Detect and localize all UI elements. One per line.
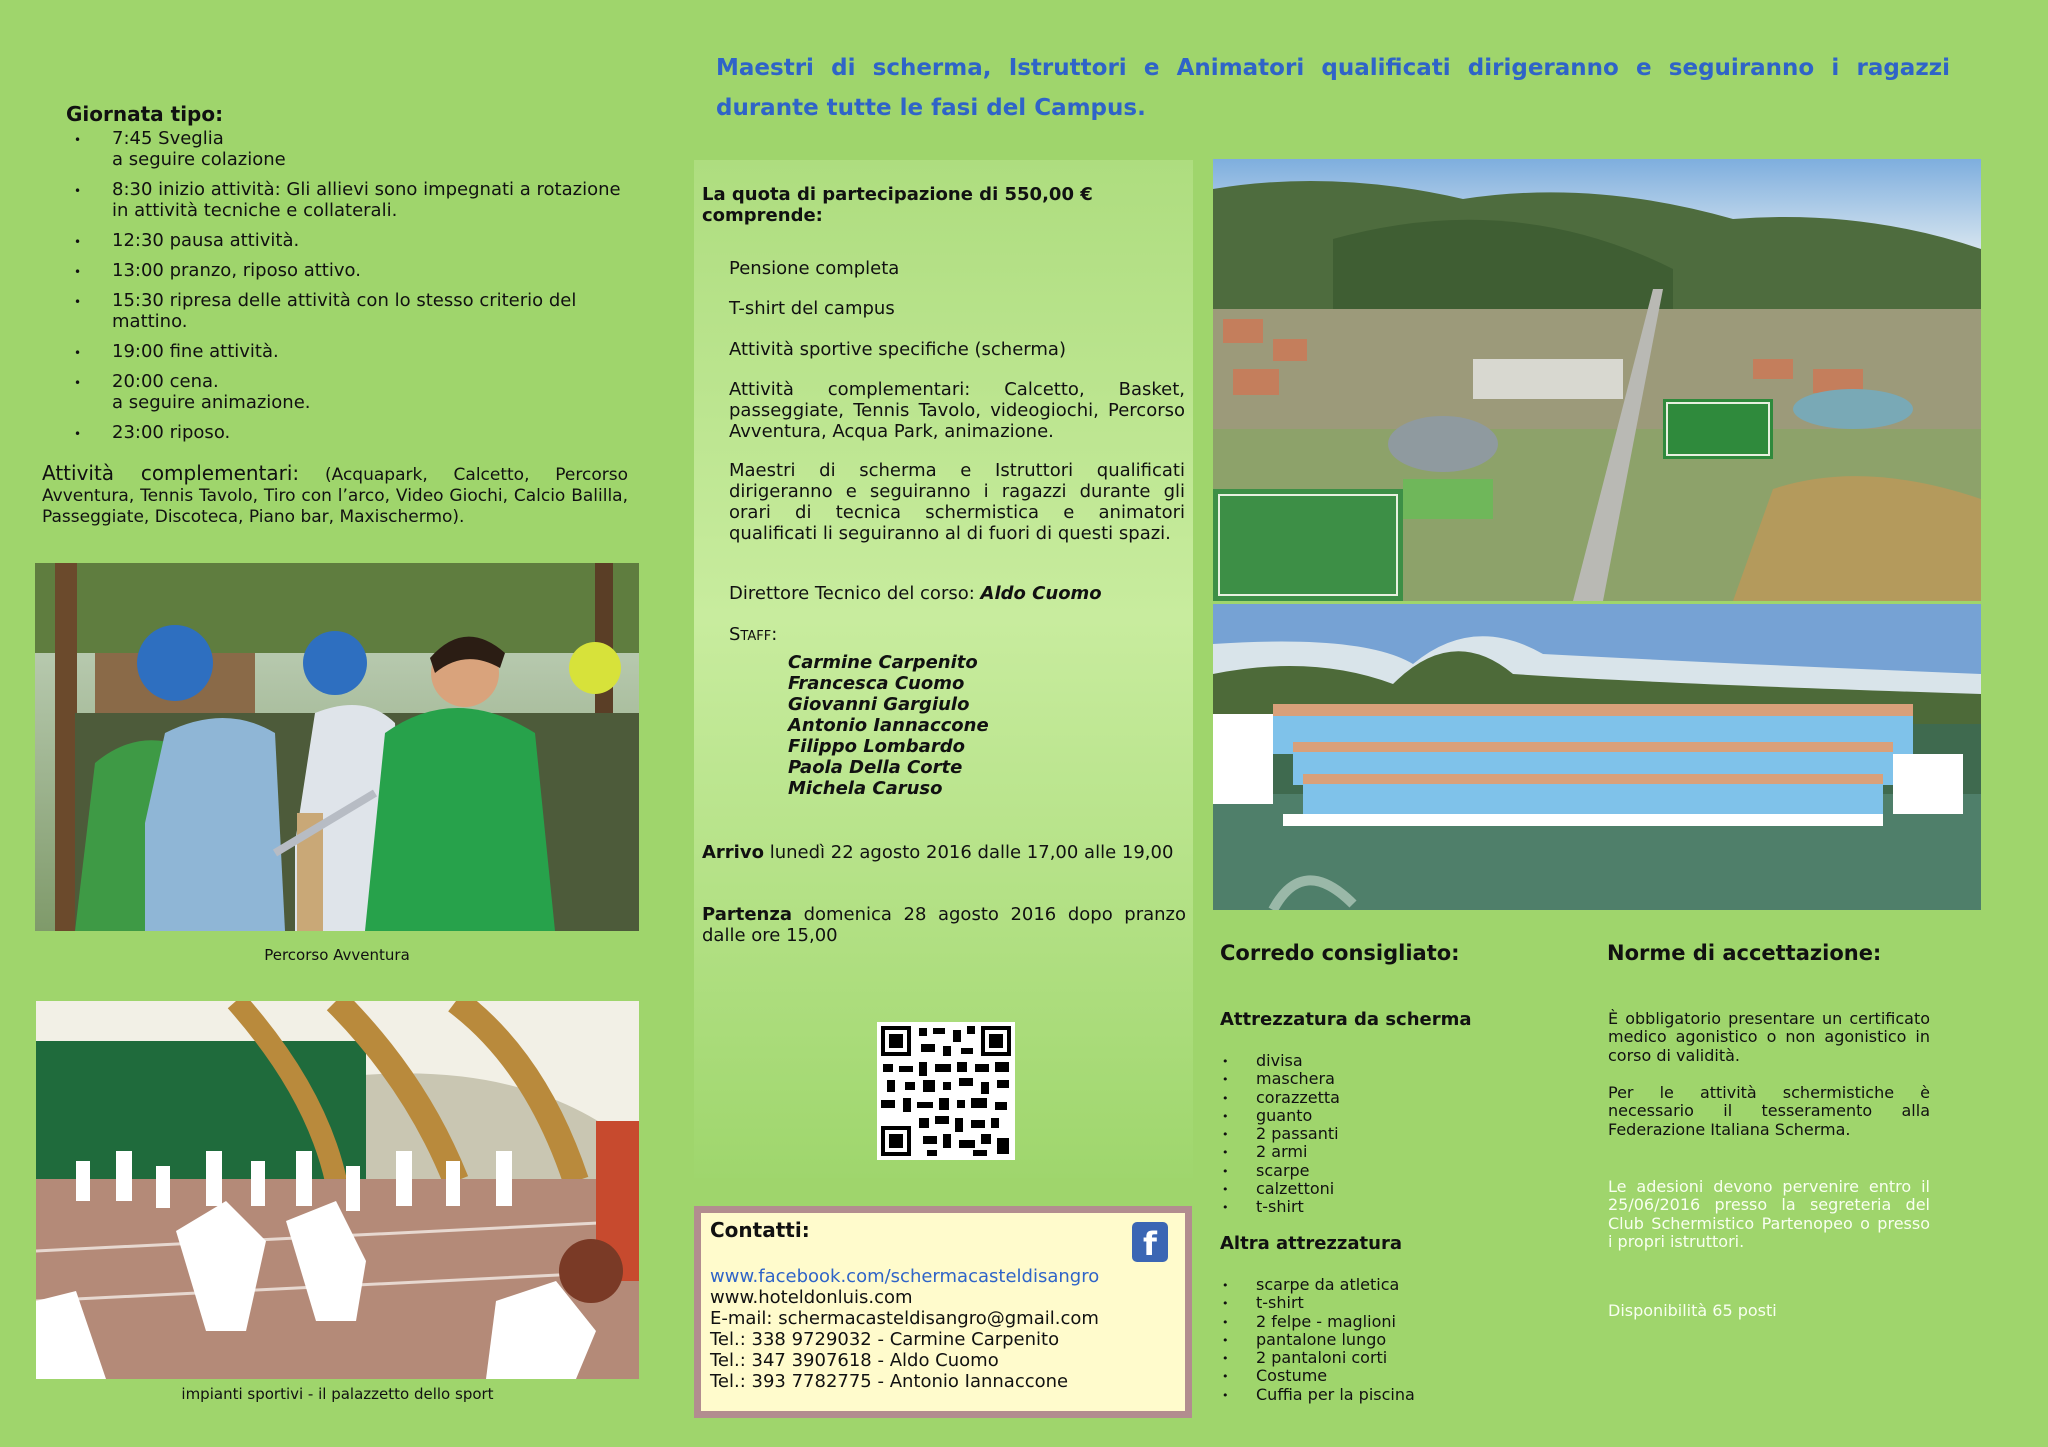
quota-title: La quota di partecipazione di 550,00 € comprende: bbox=[702, 184, 1093, 226]
photo-group bbox=[1213, 604, 1981, 910]
equipment-item: • scarpe da atletica bbox=[1222, 1276, 1415, 1294]
equipment-item: • t-shirt bbox=[1222, 1294, 1415, 1312]
contact-lines bbox=[710, 1266, 1099, 1392]
include-item: T-shirt del campus bbox=[729, 298, 895, 319]
partenza-label: Partenza bbox=[702, 904, 792, 925]
schedule-text: • 7:45 Sveglia bbox=[112, 128, 224, 149]
schedule-text: • 12:30 pausa attività. bbox=[112, 230, 300, 251]
corredo-title: Corredo consigliato: bbox=[1220, 941, 1460, 965]
phone-line: Tel.: 393 7782775 - Antonio Iannaccone bbox=[710, 1371, 1069, 1392]
equipment-item: • 2 pantaloni corti bbox=[1222, 1349, 1415, 1367]
schedule-item bbox=[74, 341, 634, 362]
schedule-list bbox=[74, 128, 634, 452]
email-line[interactable]: E-mail: schermacasteldisangro@gmail.com bbox=[710, 1308, 1099, 1329]
partenza-text: domenica 28 agosto 2016 dopo pranzo dalle ore 15,00 bbox=[702, 904, 1186, 946]
direttore-name: Aldo Cuomo bbox=[980, 583, 1102, 604]
caption-palazzetto: impianti sportivi - il palazzetto dello sport bbox=[181, 1385, 494, 1403]
equipment-item: • maschera bbox=[1222, 1070, 1340, 1088]
complementari-lead: Attività complementari: bbox=[42, 461, 300, 485]
equipment-item: • 2 armi bbox=[1222, 1143, 1340, 1161]
photo-palazzetto bbox=[36, 1001, 639, 1379]
altra-list bbox=[1222, 1276, 1415, 1404]
arrivo-text: lunedì 22 agosto 2016 dalle 17,00 alle 19,00 bbox=[769, 842, 1174, 863]
staff-list bbox=[788, 652, 989, 799]
partenza-line bbox=[702, 904, 1186, 946]
norme-paragraph: Per le attività schermistiche è necessario il tesseramento alla Federazione Italiana Scherma. bbox=[1608, 1083, 1930, 1139]
schedule-extra: a seguire animazione. bbox=[112, 392, 311, 413]
equipment-item: • scarpe bbox=[1222, 1162, 1340, 1180]
schedule-text: • 15:30 ripresa delle attività con lo stesso criterio del mattino. bbox=[112, 290, 577, 332]
facebook-link[interactable]: www.facebook.com/schermacasteldisangro bbox=[710, 1266, 1100, 1287]
staff-member: Francesca Cuomo bbox=[788, 673, 965, 694]
include-item: Attività sportive specifiche (scherma) bbox=[729, 339, 1066, 360]
staff-member: Paola Della Corte bbox=[788, 757, 963, 778]
include-item: Attività complementari: Calcetto, Basket, passeggiate, Tennis Tavolo, videogiochi, Percorso Avventura, Acqua Park, animazione. bbox=[729, 379, 1185, 442]
schedule-item bbox=[74, 290, 634, 332]
equipment-item: • 2 passanti bbox=[1222, 1125, 1340, 1143]
equipment-item: • Cuffia per la piscina bbox=[1222, 1386, 1415, 1404]
phone-line: Tel.: 347 3907618 - Aldo Cuomo bbox=[710, 1350, 999, 1371]
scherma-title: Attrezzatura da scherma bbox=[1220, 1009, 1472, 1030]
phone-line: Tel.: 338 9729032 - Carmine Carpenito bbox=[710, 1329, 1060, 1350]
schedule-item bbox=[74, 179, 634, 221]
qr-code[interactable] bbox=[877, 1022, 1015, 1160]
website-link[interactable]: www.hoteldonluis.com bbox=[710, 1287, 913, 1308]
equipment-item: • guanto bbox=[1222, 1107, 1340, 1125]
staff-label: Staff: bbox=[729, 624, 778, 645]
staff-member: Michela Caruso bbox=[788, 778, 943, 799]
staff-member: Carmine Carpenito bbox=[788, 652, 978, 673]
equipment-item: • t-shirt bbox=[1222, 1198, 1340, 1216]
photo-aerial-view bbox=[1213, 159, 1981, 601]
schedule-item bbox=[74, 260, 634, 281]
photo-percorso-avventura bbox=[35, 563, 639, 931]
caption-percorso-avventura: Percorso Avventura bbox=[264, 946, 410, 964]
norme-paragraph: Le adesioni devono pervenire entro il 25/06/2016 presso la segreteria del Club Schermistico Partenopeo o presso i propri istruttori. bbox=[1608, 1177, 1930, 1251]
schedule-text: • 19:00 fine attività. bbox=[112, 341, 279, 362]
schedule-item bbox=[74, 422, 634, 443]
scherma-list bbox=[1222, 1052, 1340, 1217]
norme-paragraph: È obbligatorio presentare un certificato medico agonistico o non agonistico in corso di validità. bbox=[1608, 1009, 1930, 1065]
staff-member: Filippo Lombardo bbox=[788, 736, 965, 757]
schedule-text: • 8:30 inizio attività: Gli allievi sono impegnati a rotazione in attività tecniche e collaterali. bbox=[112, 179, 621, 221]
staff-member: Antonio Iannaccone bbox=[788, 715, 989, 736]
schedule-item bbox=[74, 128, 634, 170]
equipment-item: • divisa bbox=[1222, 1052, 1340, 1070]
equipment-item: • 2 felpe - maglioni bbox=[1222, 1313, 1415, 1331]
schedule-item bbox=[74, 230, 634, 251]
direttore-label: Direttore Tecnico del corso: bbox=[729, 583, 975, 604]
schedule-text: • 20:00 cena. bbox=[112, 371, 219, 392]
schedule-text: • 23:00 riposo. bbox=[112, 422, 231, 443]
direttore-line bbox=[729, 583, 1185, 604]
equipment-item: • corazzetta bbox=[1222, 1089, 1340, 1107]
arrivo-line bbox=[702, 842, 1186, 863]
disponibilita-line: Disponibilità 65 posti bbox=[1608, 1301, 1777, 1320]
giornata-title: Giornata tipo: bbox=[66, 102, 224, 126]
complementari-text: (Acquapark, Calcetto, Percorso Avventura, Tennis Tavolo, Tiro con l’arco, Video Giochi, Calcio Balilla, Passeggiate, Discoteca, Piano bar, Maxischermo). bbox=[42, 465, 628, 527]
schedule-text: • 13:00 pranzo, riposo attivo. bbox=[112, 260, 361, 281]
arrivo-label: Arrivo bbox=[702, 842, 764, 863]
schedule-extra: a seguire colazione bbox=[112, 149, 286, 170]
norme-title: Norme di accettazione: bbox=[1607, 941, 1882, 965]
staff-member: Giovanni Gargiulo bbox=[788, 694, 970, 715]
equipment-item: • Costume bbox=[1222, 1367, 1415, 1385]
contatti-title: Contatti: bbox=[710, 1218, 810, 1242]
complementari-paragraph bbox=[42, 463, 628, 528]
headline: Maestri di scherma, Istruttori e Animatori qualificati dirigeranno e seguiranno i ragazzi durante tutte le fasi del Campus. bbox=[716, 55, 1950, 121]
facebook-icon[interactable]: f bbox=[1132, 1222, 1168, 1262]
altra-title: Altra attrezzatura bbox=[1220, 1233, 1402, 1254]
include-item: Pensione completa bbox=[729, 258, 900, 279]
schedule-item bbox=[74, 371, 634, 413]
equipment-item: • calzettoni bbox=[1222, 1180, 1340, 1198]
equipment-item: • pantalone lungo bbox=[1222, 1331, 1415, 1349]
include-item: Maestri di scherma e Istruttori qualificati dirigeranno e seguiranno i ragazzi durante gli orari di tecnica schermistica e animatori qualificati li seguiranno al di fuori di questi spazi. bbox=[729, 460, 1185, 544]
